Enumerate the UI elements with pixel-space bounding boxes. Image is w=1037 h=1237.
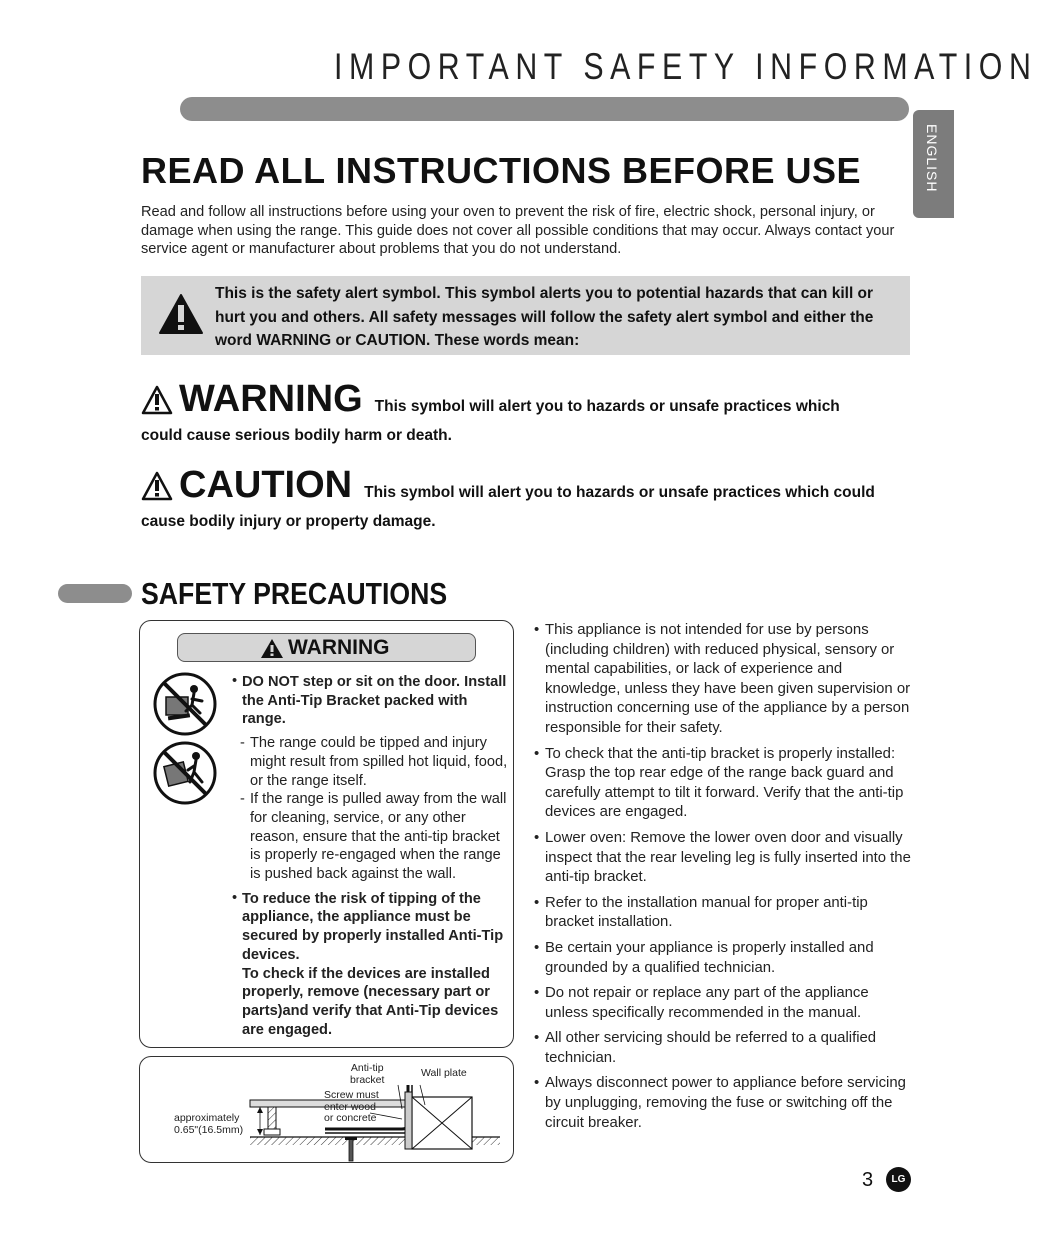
no-sitting-on-door-icon (152, 740, 218, 806)
warning-panel (139, 620, 514, 1048)
section-pill (58, 584, 132, 603)
language-tab-label: ENGLISH (924, 124, 940, 193)
no-stepping-on-door-icon (152, 671, 218, 737)
main-heading: READ ALL INSTRUCTIONS BEFORE USE (141, 150, 862, 191)
panel-bullet-1: • DO NOT step or sit on the door. Install the Anti-Tip Bracket packed with range. (232, 673, 510, 729)
approx-dimension-label: approximately 0.65"(16.5mm) (174, 1112, 244, 1136)
wall-plate-label: Wall plate (421, 1067, 467, 1079)
warning-chip-label: WARNING (288, 636, 390, 659)
safety-precautions-heading: SAFETY PRECAUTIONS (141, 576, 448, 611)
warning-definition-2: could cause serious bodily harm or death. (141, 427, 452, 444)
page-number: 3 (862, 1169, 874, 1191)
language-tab (913, 110, 954, 218)
warning-word: WARNING (179, 378, 363, 420)
caution-definition-2: cause bodily injury or property damage. (141, 513, 436, 530)
panel-bullet-2a-text: To reduce the risk of tipping of the appliance, the appliance must be secured by properly installed Anti-Tip devices. (242, 890, 504, 963)
caution-alert-icon (141, 471, 173, 501)
right-column-list (534, 621, 912, 1139)
safety-alert-text: This is the safety alert symbol. This symbol alerts you to potential hazards that can kill or hurt you and others. All safety messages will follow the safety alert symbol and either the word WARNING or CAUTION. These words mean: (215, 285, 874, 349)
panel-bullet-1-text: DO NOT step or sit on the door. Install the Anti-Tip Bracket packed with range. (242, 674, 507, 728)
panel-sub-1: - The range could be tipped and injury might result from spilled hot liquid, food, or the range itself. (240, 734, 510, 790)
list-item: • All other servicing should be referred to a qualified technician. (534, 1030, 877, 1066)
lg-logo-text: LG (891, 1174, 906, 1185)
page-title: IMPORTANT SAFETY INFORMATION (334, 46, 1037, 87)
safety-alert-icon (158, 293, 204, 335)
safety-alert-box (141, 276, 910, 355)
panel-bullet-2b-text: To check if the devices are installed properly, remove (necessary part or parts)and verify that Anti-Tip devices are engaged. (242, 965, 499, 1038)
warning-signal-row (141, 378, 916, 445)
list-item: • Refer to the installation manual for proper anti-tip bracket installation. (534, 894, 868, 931)
panel-sub-2-text: If the range is pulled away from the wall for cleaning, service, or any other reason, ensure that the anti-tip bracket is properly re-engaged when the range is pushed back against the wall. (250, 791, 507, 883)
list-item: • This appliance is not intended for use by persons (including children) with reduced physical, sensory or mental capabilities, or lack of experience and knowledge, unless they have been given supervision or instruction concerning use of the appliance by a person responsible for their safety. (534, 622, 911, 736)
warning-panel-text (232, 673, 510, 1039)
list-item: • Be certain your appliance is properly installed and grounded by a qualified technician. (534, 939, 874, 976)
anti-tip-label: Anti-tip bracket (350, 1062, 385, 1086)
list-item: • Always disconnect power to appliance before servicing by unplugging, removing the fuse or switching off the circuit breaker. (534, 1075, 906, 1131)
anti-tip-diagram (139, 1056, 514, 1163)
caution-definition-1: This symbol will alert you to hazards or unsafe practices which could (364, 484, 875, 501)
caution-word: CAUTION (179, 464, 353, 506)
panel-bullet-2: • To reduce the risk of tipping of the appliance, the appliance must be secured by properly installed Anti-Tip devices. To check if the devices are installed properly, remove (necessary part or parts)and verify that Anti-Tip devices are engaged. (232, 889, 504, 1038)
list-item: • Lower oven: Remove the lower oven door and visually inspect that the rear leveling leg is fully inserted into the anti-tip bracket. (534, 829, 911, 886)
lg-logo-icon (886, 1167, 911, 1192)
warning-chip-icon (260, 638, 284, 659)
list-item: • To check that the anti-tip bracket is properly installed: Grasp the top rear edge of the range back guard and carefully attempt to tilt it forward. Verify that the anti-tip devices are engaged. (534, 745, 904, 821)
panel-sub-2: - If the range is pulled away from the wall for cleaning, service, or any other reason, ensure that the anti-tip bracket is properly re-engaged when the range is pushed back against the wall. (240, 790, 510, 884)
intro-paragraph: Read and follow all instructions before using your oven to prevent the risk of fire, electric shock, personal injury, or damage when using the range. This guide does not cover all possible conditions that may occur. Always contact your service agent or manufacturer about problems that you do not understand. (141, 204, 895, 257)
title-bar (180, 97, 909, 121)
list-item: • Do not repair or replace any part of the appliance unless specifically recommended in the manual. (534, 985, 869, 1021)
warning-chip (177, 633, 476, 662)
screw-label: Screw must enter wood or concrete (324, 1089, 379, 1124)
caution-signal-row (141, 464, 916, 531)
warning-alert-icon (141, 385, 173, 415)
panel-sub-1-text: The range could be tipped and injury might result from spilled hot liquid, food, or the range itself. (250, 735, 508, 789)
warning-definition-1: This symbol will alert you to hazards or unsafe practices which (374, 398, 840, 415)
